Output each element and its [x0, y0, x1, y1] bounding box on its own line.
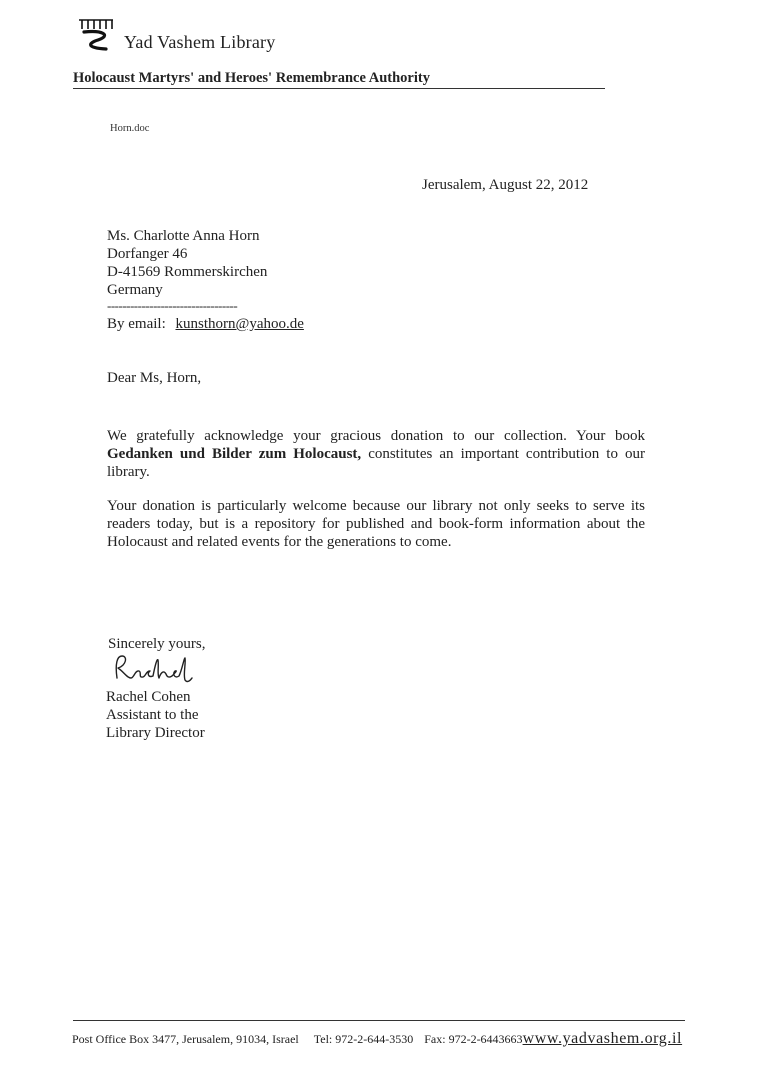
body-paragraph-2: Your donation is particularly welcome because our library not only seeks to serve its readers today, but is a repository for published and book-form information about the Holocaust and related events for the generations to come. — [107, 498, 645, 550]
closing: Sincerely yours, — [108, 636, 206, 652]
dateline: Jerusalem, August 22, 2012 — [422, 177, 589, 193]
signer-name: Rachel Cohen — [106, 689, 191, 705]
body-paragraph-1 — [107, 427, 645, 481]
p1-end: constitutes an important contribution to our library. — [107, 446, 645, 480]
signer-title-line-2: Library Director — [106, 725, 205, 741]
yad-vashem-logo-icon — [76, 18, 116, 52]
email-label: By email: — [107, 316, 166, 332]
email-line — [107, 316, 304, 333]
footer-website-link[interactable]: www.yadvashem.org.il — [522, 1030, 683, 1047]
library-name: Yad Vashem Library — [124, 32, 276, 52]
footer-fax: Fax: 972-2-6443663 — [424, 1032, 523, 1046]
footer-tel: Tel: 972-2-644-3530 — [313, 1032, 414, 1046]
handwritten-signature — [112, 650, 194, 684]
recipient-country: Germany — [107, 282, 163, 298]
footer — [72, 1030, 682, 1048]
file-reference: Horn.doc — [110, 123, 150, 134]
recipient-street: Dorfanger 46 — [107, 246, 188, 262]
greeting: Dear Ms, Horn, — [107, 370, 202, 386]
signer-title-line-1: Assistant to the — [106, 707, 199, 723]
footer-address: Post Office Box 3477, Jerusalem, 91034, Israel — [72, 1032, 299, 1046]
letterhead-rule — [73, 88, 605, 89]
footer-rule — [73, 1020, 685, 1021]
address-separator: ---------------------------------- — [107, 298, 238, 313]
email-link[interactable]: kunsthorn@yahoo.de — [175, 316, 304, 332]
p1-start: We gratefully acknowledge your gracious donation to our collection. Your book — [107, 428, 645, 444]
authority-name: Holocaust Martyrs' and Heroes' Remembrance Authority — [73, 70, 430, 86]
book-title: Gedanken und Bilder zum Holocaust, — [107, 446, 362, 462]
recipient-name: Ms. Charlotte Anna Horn — [107, 228, 260, 244]
recipient-city: D-41569 Rommerskirchen — [107, 264, 268, 280]
